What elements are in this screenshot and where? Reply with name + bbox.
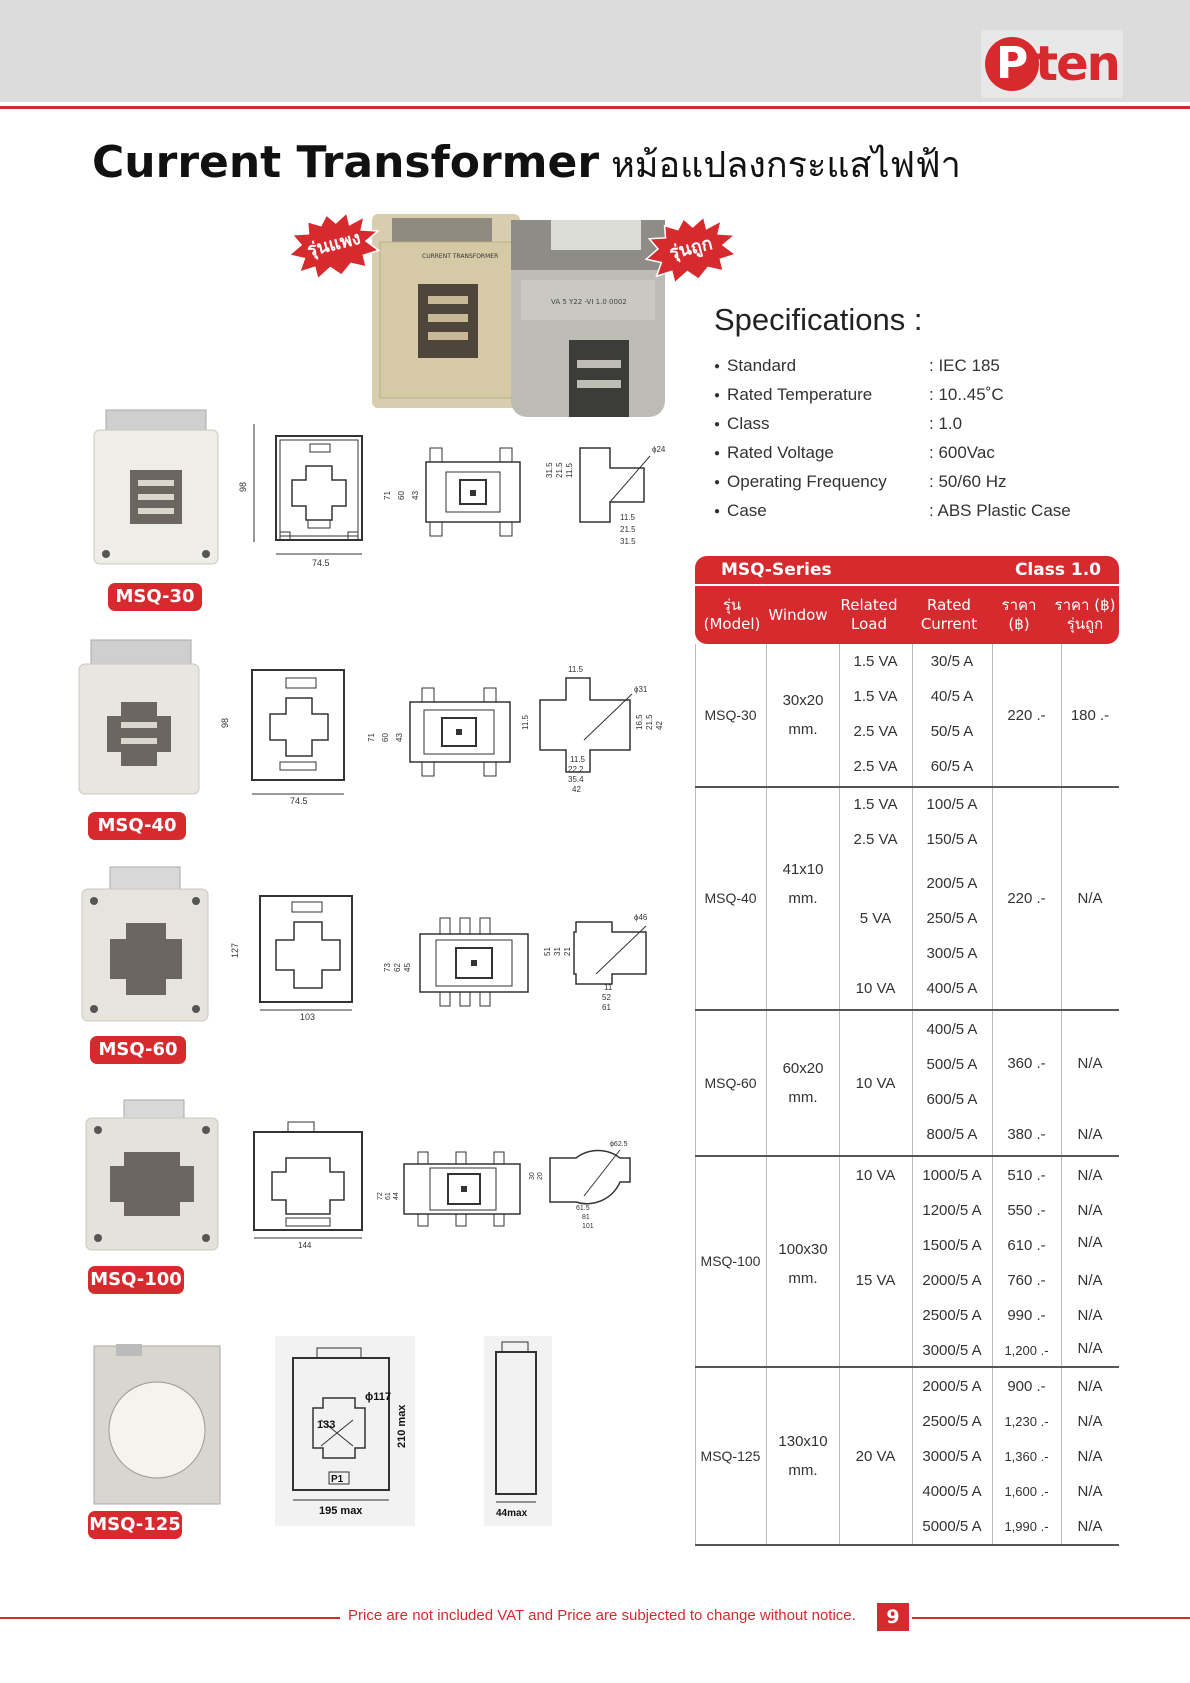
msq-125-front-drawing — [275, 1336, 415, 1526]
header-price: ราคา (฿) — [1001, 596, 1037, 633]
cheap-model-photo — [511, 220, 665, 417]
dim-label: 16.5 — [635, 714, 644, 730]
dim-label: 81 — [582, 1214, 590, 1221]
series-bar — [695, 556, 1119, 584]
logo-mark: P — [985, 37, 1039, 91]
table-bottom-border — [695, 1544, 1119, 1546]
logo-wordmark: ten — [1035, 36, 1119, 92]
load-cell: 10 VA — [855, 1167, 896, 1184]
msq-100-side-drawing — [374, 1150, 524, 1230]
price-cheap-cell: N/A — [1077, 1055, 1103, 1072]
dim-label: 21.5 — [555, 462, 564, 478]
current-cell: 3000/5 A — [922, 1342, 982, 1359]
current-cell: 2500/5 A — [922, 1307, 982, 1324]
price-cheap-cell: N/A — [1077, 1307, 1103, 1324]
msq-30-front-drawing — [240, 414, 370, 569]
dim-label: ϕ24 — [652, 445, 666, 454]
current-cell: 2000/5 A — [922, 1378, 982, 1395]
dim-label: 21.5 — [645, 714, 654, 730]
price-cell: 220 .- — [1007, 706, 1046, 724]
price-cell: 220 .- — [1007, 890, 1046, 907]
price-cheap-cell: N/A — [1077, 1518, 1103, 1535]
dim-label: ϕ31 — [634, 685, 648, 694]
msq-100-photo — [84, 1098, 220, 1262]
msq-30-top-drawing — [540, 438, 680, 553]
current-cell: 1200/5 A — [922, 1202, 982, 1219]
expensive-badge-label: รุ่นแพง — [305, 227, 363, 262]
current-cell: 500/5 A — [926, 1056, 978, 1073]
window-cell: 41x10 mm. — [782, 861, 824, 907]
page-title — [92, 136, 961, 193]
price-cell: 360 .- — [1007, 1055, 1046, 1072]
specifications-list — [714, 356, 1134, 530]
current-cell: 2500/5 A — [922, 1413, 982, 1430]
current-cell: 40/5 A — [930, 688, 974, 705]
price-cell: 900 .- — [1007, 1378, 1046, 1395]
load-cell: 10 VA — [855, 1074, 896, 1092]
brand-logo — [981, 30, 1123, 98]
current-cell: 200/5 A — [926, 875, 978, 892]
dim-label: 52 — [602, 993, 611, 1002]
msq-60-top-drawing — [540, 906, 680, 1011]
dim-label: 20 — [537, 1172, 544, 1180]
spec-row — [714, 501, 1134, 530]
current-cell: 800/5 A — [926, 1126, 978, 1143]
title-english: Current Transformer — [92, 137, 600, 188]
spec-label: ● Standard — [714, 356, 929, 385]
price-cell: 1,600 .- — [1004, 1484, 1049, 1499]
ct-product-image — [92, 1340, 222, 1510]
current-cell: 250/5 A — [926, 910, 978, 927]
price-cheap-cell: N/A — [1077, 1202, 1103, 1219]
load-cell: 1.5 VA — [853, 688, 898, 705]
dim-label: 60 — [381, 733, 390, 742]
spec-label: ● Rated Temperature — [714, 385, 929, 414]
price-cell: 990 .- — [1007, 1307, 1046, 1324]
dim-label: 60 — [397, 491, 406, 500]
dim-label: 43 — [411, 491, 420, 500]
dim-label: 31 — [553, 947, 562, 956]
expensive-badge — [282, 204, 386, 286]
ct-grey-drawing — [511, 220, 665, 417]
dim-label: 21.5 — [620, 525, 636, 534]
msq-60-photo — [80, 865, 210, 1029]
spec-row — [714, 385, 1134, 414]
dim-label: 62 — [393, 963, 402, 972]
dim-label: 31.5 — [545, 462, 554, 478]
table-header — [695, 586, 1119, 644]
dim-label: 98 — [220, 717, 230, 728]
cheap-badge-label: รุ่นถูก — [667, 233, 715, 264]
dim-label: 72 — [377, 1192, 384, 1200]
msq-125-photo — [92, 1340, 222, 1514]
model-cell: MSQ-30 — [704, 706, 757, 723]
model-cell: MSQ-40 — [704, 890, 757, 906]
dim-label: 42 — [572, 785, 581, 794]
spec-value: : 50/60 Hz — [929, 472, 1007, 491]
price-table — [695, 644, 1119, 1546]
dim-label: 74.5 — [312, 558, 330, 568]
price-cheap-cell: N/A — [1077, 1378, 1103, 1395]
current-cell: 100/5 A — [926, 796, 978, 813]
dim-label: 61.5 — [576, 1205, 590, 1212]
ct-beige-drawing — [372, 214, 520, 408]
dim-label: 31.5 — [620, 537, 636, 546]
load-cell: 15 VA — [855, 1272, 896, 1289]
header-current: Rated Current — [920, 596, 978, 633]
load-cell: 1.5 VA — [853, 796, 898, 813]
spec-label: ● Rated Voltage — [714, 443, 929, 472]
current-cell: 600/5 A — [926, 1091, 978, 1108]
price-cheap-cell: N/A — [1077, 1483, 1103, 1500]
model-cell: MSQ-125 — [700, 1447, 761, 1464]
dim-label: 11 — [604, 983, 613, 992]
dim-label: 42 — [655, 721, 664, 730]
dim-label: 11.5 — [620, 513, 635, 522]
model-cell: MSQ-60 — [704, 1074, 757, 1091]
dim-label: 101 — [582, 1223, 594, 1230]
dim-label: 71 — [383, 491, 392, 500]
spec-label: ● Class — [714, 414, 929, 443]
ct-product-image — [77, 638, 202, 798]
load-cell: 2.5 VA — [853, 831, 898, 848]
price-cheap-cell: N/A — [1077, 1413, 1103, 1430]
dim-label: 73 — [383, 963, 392, 972]
msq-100-top-drawing — [528, 1136, 648, 1232]
dim-label: ϕ62.5 — [610, 1141, 628, 1148]
dim-label: 44 — [393, 1192, 400, 1200]
msq-60-front-drawing — [232, 886, 362, 1021]
window-cell: 30x20 mm. — [782, 692, 824, 738]
dim-label: 133 — [317, 1419, 336, 1431]
msq-125-side-drawing — [484, 1336, 552, 1526]
dim-label: 51 — [543, 947, 552, 956]
load-cell: 10 VA — [855, 980, 896, 997]
current-cell: 300/5 A — [926, 945, 978, 962]
dim-label: 127 — [230, 942, 240, 958]
dim-label: 11.5 — [521, 715, 530, 730]
spec-row — [714, 356, 1134, 385]
price-cell: 760 .- — [1007, 1272, 1046, 1289]
dim-label: 43 — [395, 733, 404, 742]
dim-label: 74.5 — [290, 796, 308, 806]
dim-label: 98 — [238, 481, 248, 492]
dim-label: 30 — [529, 1172, 536, 1180]
msq-40-top-drawing — [520, 660, 670, 800]
msq-40-side-drawing — [364, 682, 514, 782]
msq-60-side-drawing — [380, 912, 530, 1012]
page-number: 9 — [877, 1603, 909, 1631]
header-price-cheap: ราคา (฿) รุ่นถูก — [1054, 596, 1116, 633]
dim-label: ϕ46 — [634, 913, 648, 922]
dim-label: 22.2 — [568, 765, 584, 774]
product-label-msq-30: MSQ-30 — [108, 583, 202, 611]
msq-40-front-drawing — [222, 650, 352, 810]
title-thai: หม้อแปลงกระแสไฟฟ้า — [611, 145, 961, 186]
price-cell: 550 .- — [1007, 1202, 1046, 1219]
current-cell: 5000/5 A — [922, 1518, 982, 1535]
current-cell: 4000/5 A — [922, 1483, 982, 1500]
msq-100-front-drawing — [248, 1118, 372, 1248]
dim-label: 11.5 — [565, 463, 574, 478]
price-cell: 1,360 .- — [1004, 1449, 1049, 1464]
msq-40-photo — [77, 638, 202, 802]
model-cell: MSQ-100 — [700, 1253, 761, 1269]
current-cell: 3000/5 A — [922, 1448, 982, 1465]
price-cheap-cell: N/A — [1077, 1448, 1103, 1465]
load-cell: 5 VA — [859, 910, 892, 927]
price-cheap-cell: N/A — [1077, 1272, 1103, 1289]
current-cell: 2000/5 A — [922, 1272, 982, 1289]
dim-label: 103 — [300, 1012, 316, 1022]
product-label-msq-100: MSQ-100 — [88, 1266, 184, 1294]
price-cheap-cell: N/A — [1077, 890, 1103, 907]
spec-value: : IEC 185 — [929, 356, 1000, 375]
dim-label: ϕ117 — [365, 1391, 391, 1403]
msq-30-photo — [92, 408, 222, 572]
spec-row — [714, 443, 1134, 472]
dim-label: 11.5 — [570, 755, 585, 764]
dim-label: 71 — [367, 733, 376, 742]
current-cell: 1000/5 A — [922, 1167, 982, 1184]
current-cell: 50/5 A — [930, 723, 974, 740]
dim-label: 35.4 — [568, 775, 584, 784]
spec-value: : ABS Plastic Case — [929, 501, 1071, 520]
dim-label: 44max — [496, 1508, 528, 1519]
header-window: Window — [768, 605, 828, 624]
window-cell: 130x10 mm. — [778, 1433, 828, 1479]
price-cell: 1,230 .- — [1004, 1414, 1049, 1429]
load-cell: 20 VA — [855, 1447, 896, 1465]
ct-product-image — [84, 1098, 220, 1258]
window-cell: 60x20 mm. — [782, 1060, 824, 1106]
current-cell: 400/5 A — [926, 1021, 978, 1038]
price-cheap-cell: N/A — [1077, 1126, 1103, 1143]
current-cell: 400/5 A — [926, 980, 978, 997]
spec-value: : 1.0 — [929, 414, 963, 433]
product-label-msq-60: MSQ-60 — [90, 1036, 186, 1064]
header-model: รุ่น (Model) — [703, 596, 761, 633]
specifications-heading: Specifications : — [714, 302, 923, 337]
price-cell: 610 .- — [1007, 1237, 1046, 1254]
header-divider — [0, 106, 1190, 109]
product-label-msq-40: MSQ-40 — [88, 812, 186, 840]
msq-30-side-drawing — [380, 442, 530, 542]
expensive-model-photo — [372, 214, 520, 408]
dim-label: 11.5 — [568, 665, 583, 674]
load-cell: 2.5 VA — [853, 758, 898, 775]
series-class: Class 1.0 — [1014, 560, 1101, 580]
current-cell: 30/5 A — [930, 653, 974, 670]
footer-line — [0, 1617, 340, 1619]
dim-label: 144 — [298, 1241, 312, 1250]
footer-line — [912, 1617, 1190, 1619]
current-cell: 150/5 A — [926, 831, 978, 848]
photo-label: CURRENT TRANSFORMER — [422, 253, 499, 260]
spec-row — [714, 414, 1134, 443]
dim-label: 61 — [602, 1003, 611, 1012]
dim-label: 21 — [563, 947, 572, 956]
load-cell: 1.5 VA — [853, 653, 898, 670]
series-name: MSQ-Series — [721, 560, 832, 580]
price-cell: 1,990 .- — [1004, 1519, 1049, 1534]
load-cell: 2.5 VA — [853, 723, 898, 740]
price-cell: 1,200 .- — [1004, 1343, 1049, 1358]
footer-note: Price are not included VAT and Price are subjected to change without notice. — [348, 1607, 856, 1624]
spec-label: ● Operating Frequency — [714, 472, 929, 501]
current-cell: 1500/5 A — [922, 1237, 982, 1254]
dim-label: 45 — [403, 963, 412, 972]
spec-row — [714, 472, 1134, 501]
column-divider — [766, 644, 767, 1546]
current-cell: 60/5 A — [930, 758, 974, 775]
price-cheap-cell: N/A — [1077, 1340, 1103, 1357]
price-cheap-cell: 180 .- — [1070, 706, 1110, 724]
header-load: Related Load — [840, 596, 898, 633]
spec-value: : 600Vac — [929, 443, 995, 462]
ct-product-image — [92, 408, 222, 568]
dim-label: 61 — [385, 1192, 392, 1200]
dim-label: 195 max — [319, 1505, 363, 1517]
dim-label: P1 — [331, 1474, 344, 1485]
price-cheap-cell: N/A — [1077, 1167, 1103, 1184]
price-cell: 510 .- — [1007, 1167, 1046, 1184]
product-label-msq-125: MSQ-125 — [88, 1511, 182, 1539]
dim-label: 210 max — [396, 1404, 408, 1448]
spec-label: ● Case — [714, 501, 929, 530]
window-cell: 100x30 mm. — [778, 1241, 828, 1287]
price-cell: 380 .- — [1007, 1126, 1046, 1143]
price-cheap-cell: N/A — [1077, 1234, 1103, 1251]
ct-product-image — [80, 865, 210, 1025]
photo-close-label: VA 5 Y22 -VI 1.0 0002 — [551, 298, 627, 306]
spec-value: : 10..45˚C — [929, 385, 1004, 404]
